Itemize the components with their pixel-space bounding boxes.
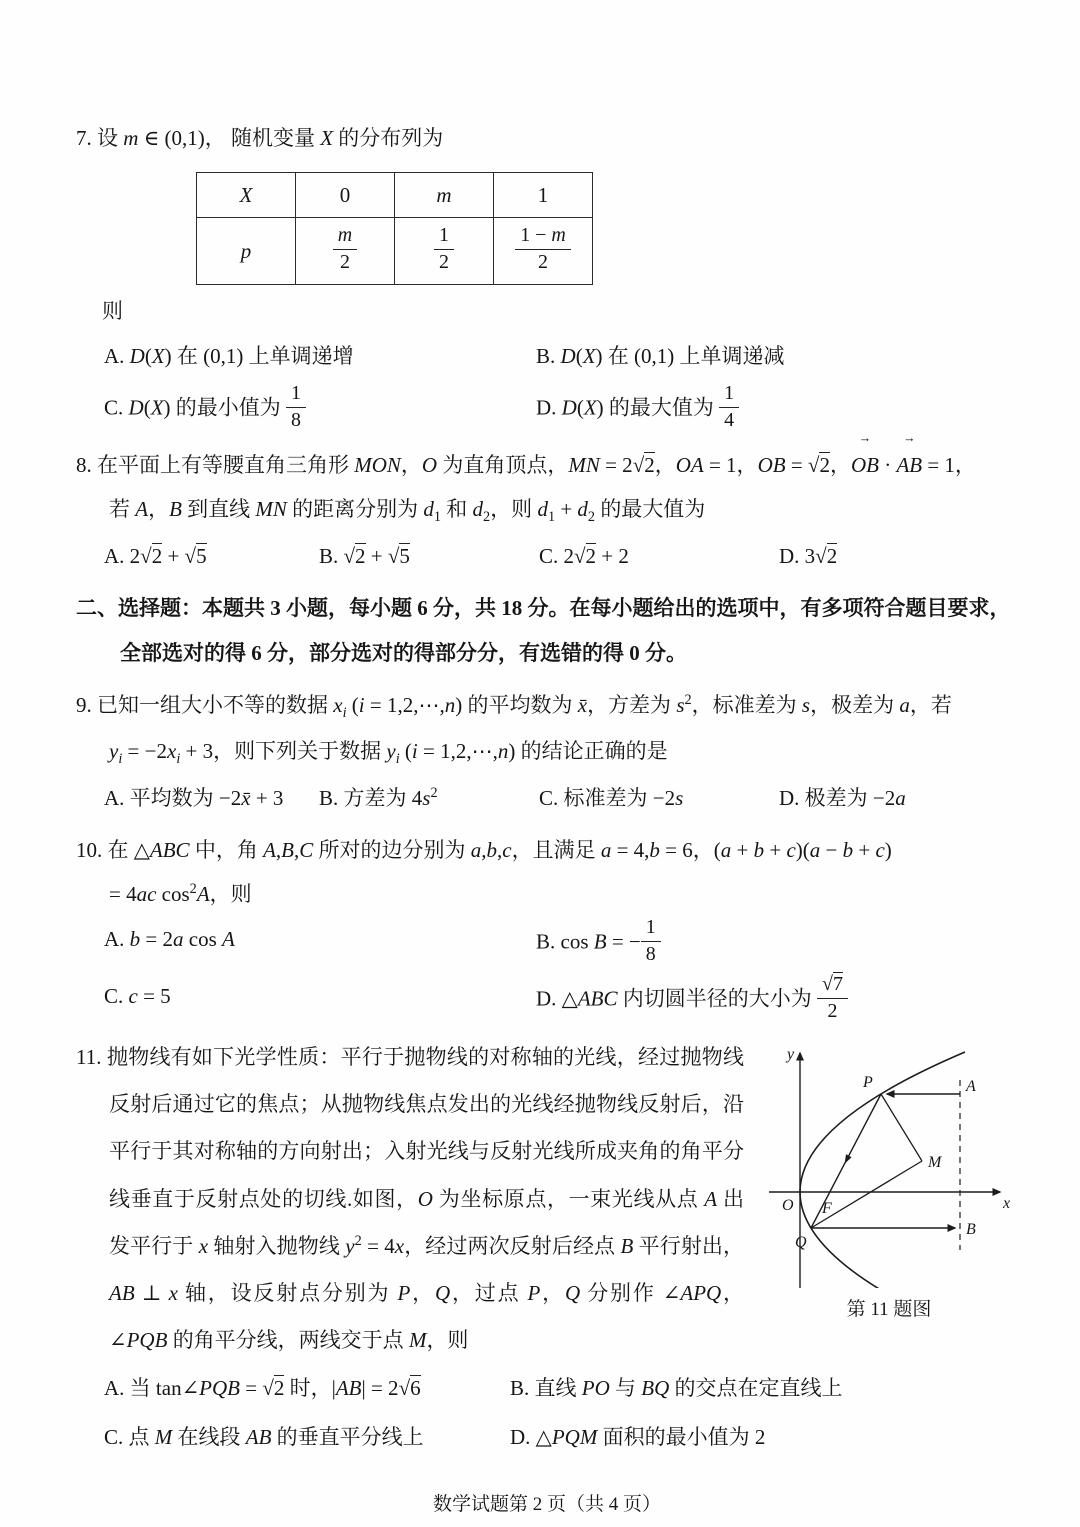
q7-options: [76, 335, 1018, 435]
bisector-Q-to-M: [811, 1161, 922, 1228]
question-9: [76, 683, 1018, 820]
table-cell: $\frac{m}{2}$: [296, 218, 395, 285]
q9-option-d: D. 极差为 −2a: [779, 785, 906, 810]
q8-stem-line1: 8. 在平面上有等腰直角三角形 MON，O 为直角顶点，MN = 2√2，OA = 1，OB = √2，OB → · AB → = 1，: [76, 443, 1018, 487]
q10-option-c: C. c = 5: [104, 984, 171, 1009]
q9-option-c: C. 标准差为 −2s: [539, 785, 684, 810]
q10-stem-line2: = 4ac $\cos^2A$，则: [109, 881, 252, 907]
q10-stem-line1: 10. 在 △ABC 中，角 A,B,C 所对的边分别为 a,b,c，且满足 a = 4,b = 6，(a + b + c)(a − b + c): [76, 838, 892, 862]
q11-stem: 11. 抛物线有如下光学性质：平行于抛物线的对称轴的光线，经过抛物线反射后通过它的焦点；从抛物线焦点发出的光线经抛物线反射后，沿平行于其对称轴的方向射出；入射光线与反射光线所成夹角的角平分线垂直于反射点处的切线.如图，O 为坐标原点，一束光线从点 A 出发平行于 x 轴射入抛物线 $y^2 = 4x$，经过两次反射后经点 B 平行射出，AB ⊥ x 轴，设反射点分别为 P，Q，过点 P，Q 分别作 ∠APQ，∠PQB 的角平分线，两线交于点 M，则: [76, 1044, 745, 1353]
q11-option-d: D. △PQM 面积的最小值为 2: [510, 1424, 766, 1449]
q11-option-c: C. 点 M 在线段 AB 的垂直平分线上: [104, 1424, 424, 1449]
q11-options: [76, 1367, 1018, 1459]
q11-figure-column: [760, 1034, 1018, 1365]
label-M: M: [928, 1153, 942, 1171]
question-7: [76, 116, 1018, 435]
q10-option-b: B. cos B = − $\frac{1}{8}$: [536, 918, 1018, 969]
parabola-diagram: [760, 1040, 1012, 1288]
q10-options: [76, 918, 1018, 1026]
label-Q: Q: [795, 1233, 807, 1251]
q11-option-a: A. 当 tan∠PQB = √2 时，|AB| = 2√6: [104, 1375, 421, 1400]
q9-option-a: A. 平均数为 −2x̄ + 3: [104, 785, 284, 810]
question-11: [76, 1034, 1018, 1459]
q9-stem-line1: 9. 已知一组大小不等的数据 $x_i$ (i = 1,2,⋯,n) 的平均数为 x̄，方差为 $s^2$，标准差为 s，极差为 a，若: [76, 691, 952, 721]
q8-options: [76, 535, 1018, 578]
section-2-header: [76, 586, 1018, 674]
q8-option-c: C. 2√2 + 2: [539, 544, 629, 569]
q7-distribution-table: [196, 172, 593, 285]
q7-option-a: A. D(X) 在 (0,1) 上单调递增: [104, 344, 354, 369]
q7-then: 则: [102, 299, 123, 324]
question-10: [76, 828, 1018, 1026]
section-2-line2: 全部选对的得 6 分，部分选对的得部分分，有选错的得 0 分。: [120, 640, 687, 665]
label-y: y: [787, 1045, 795, 1063]
section-2-line1: 二、选择题：本题共 3 小题，每小题 6 分，共 18 分。在每小题给出的选项中，有多项符合题目要求，: [76, 596, 1011, 621]
q7-option-d: D. D(X) 的最大值为 $\frac{1}{4}$: [536, 384, 1018, 435]
label-A: A: [966, 1077, 976, 1095]
q8-option-d: D. 3√2: [779, 544, 838, 569]
q9-option-b: B. 方差为 $4s^2$: [319, 784, 438, 810]
label-B: B: [966, 1220, 976, 1238]
table-cell: m: [395, 173, 494, 218]
label-x: x: [1003, 1194, 1011, 1212]
q7-stem: 7. 设 m ∈ (0,1)， 随机变量 X 的分布列为: [76, 126, 444, 150]
table-cell: $\frac{1 - m}{2}$: [494, 218, 593, 285]
q10-option-a: A. b = 2a cos A: [104, 927, 235, 952]
table-cell: 1: [494, 173, 593, 218]
q8-option-b: B. √2 + √5: [319, 544, 410, 569]
q11-figure: [760, 1040, 1018, 1321]
bisector-P-to-M: [881, 1094, 922, 1161]
table-cell: p: [197, 218, 296, 285]
q7-option-b: B. D(X) 在 (0,1) 上单调递减: [536, 344, 785, 369]
table-cell: X: [197, 173, 296, 218]
label-F: F: [822, 1199, 832, 1217]
table-cell: 0: [296, 173, 395, 218]
chord-arrowhead: [845, 1154, 852, 1164]
table-row: [197, 218, 593, 285]
table-row: [197, 173, 593, 218]
q8-stem-line2: 若 A，B 到直线 MN 的距离分别为 $d_1$ 和 $d_2$，则 $d_1 + d_2$ 的最大值为: [109, 497, 706, 526]
q11-option-b: B. 直线 PO 与 BQ 的交点在定直线上: [510, 1375, 843, 1400]
q8-option-a: A. 2√2 + √5: [104, 544, 207, 569]
q11-figure-caption: 第 11 题图: [846, 1298, 932, 1320]
label-P: P: [863, 1073, 873, 1091]
q7-option-c: C. D(X) 的最小值为 $\frac{1}{8}$: [104, 384, 536, 435]
question-8: [76, 443, 1018, 578]
q10-option-d: D. △ABC 内切圆半径的大小为 $\frac{√7}{2}$: [536, 975, 1018, 1026]
page-footer: 数学试题第 2 页（共 4 页）: [432, 1493, 661, 1515]
q9-stem-line2: $y_i = -2x_i + 3$，则下列关于数据 $y_i$ (i = 1,2,⋯,n) 的结论正确的是: [109, 738, 668, 767]
q9-options: [76, 777, 1018, 820]
table-cell: $\frac{1}{2}$: [395, 218, 494, 285]
label-O: O: [782, 1196, 794, 1214]
